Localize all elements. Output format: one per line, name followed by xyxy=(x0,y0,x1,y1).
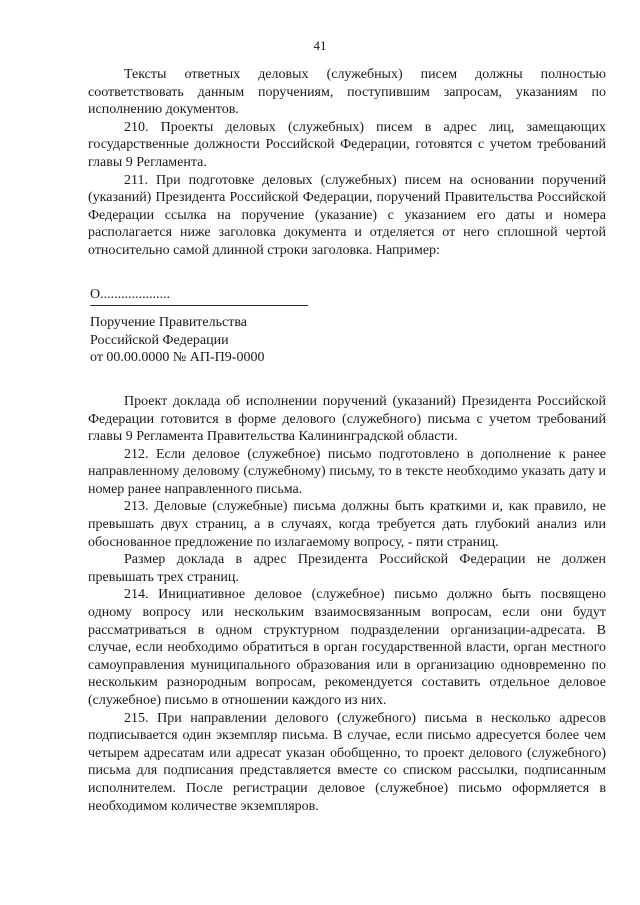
example-heading: О.................... xyxy=(90,286,171,302)
paragraph-210: 210. Проекты деловых (служебных) писем в адрес лиц, замещающих государственные должности Российской Федерации, готовятся с учетом требований главы 9 Регламента. xyxy=(88,119,606,170)
example-line-2: Российской Федерации xyxy=(90,332,229,348)
example-block xyxy=(88,286,606,367)
example-line-1: Поручение Правительства xyxy=(90,315,247,331)
paragraph-response-letters: Тексты ответных деловых (служебных) писем должны полностью соответствовать данным поручениям, поступившим запросам, указаниям по исполнению документов. xyxy=(88,67,606,118)
paragraph-215: 215. При направлении делового (служебного) письма в несколько адресов подписывается один экземпляр письма. В случае, если письмо адресуется более чем четырем адресатам или адресат указан обобщенно, то проект делового (служебного) письма для подписания представляется вместе со списком рассылки, подписанным исполнителем. После регистрации деловое (служебное) письмо оформляется в необходимом количестве экземпляров. xyxy=(88,710,606,814)
paragraph-211: 211. При подготовке деловых (служебных) писем на основании поручений (указаний) Президента Российской Федерации, поручений Правительства Российской Федерации ссылка на поручение (указание) с указанием его даты и номера располагается ниже заголовка документа и отделяется от него сплошной чертой относительно самой длинной строки заголовка. Например: xyxy=(88,172,606,258)
paragraph-report-size: Размер доклада в адрес Президента Российской Федерации не должен превышать трех страниц. xyxy=(88,552,606,585)
page-number: 41 xyxy=(313,38,327,53)
paragraph-214: 214. Инициативное деловое (служебное) письмо должно быть посвящено одному вопросу или нескольким взаимосвязанным вопросам, если они будут рассматриваться в одном структурном подразделении организации-адресата. В случае, если необходимо обратиться в орган государственной власти, орган местного самоуправления муниципального образования или в организацию одновременно по нескольким разнородным вопросам, рекомендуется составить отдельное деловое (служебное) письмо в отношении каждого из них. xyxy=(88,587,606,708)
paragraph-213: 213. Деловые (служебные) письма должны быть краткими и, как правило, не превышать двух страниц, а в случаях, когда требуется дать глубокий анализ или обоснованное предложение по излагаемому вопросу, - пяти страниц. xyxy=(88,499,606,550)
page-content xyxy=(88,66,606,815)
example-line-3: от 00.00.0000 № АП-П9-0000 xyxy=(90,350,265,366)
paragraph-212: 212. Если деловое (служебное) письмо подготовлено в дополнение к ранее направленному деловому (служебному) письму, то в тексте необходимо указать дату и номер ранее направленного письма. xyxy=(88,446,606,497)
paragraph-report-project: Проект доклада об исполнении поручений (указаний) Президента Российской Федерации готовится в форме делового (служебного) письма с учетом требований главы 9 Регламента Правительства Калининградской области. xyxy=(88,393,606,445)
example-separator-line xyxy=(90,305,308,306)
